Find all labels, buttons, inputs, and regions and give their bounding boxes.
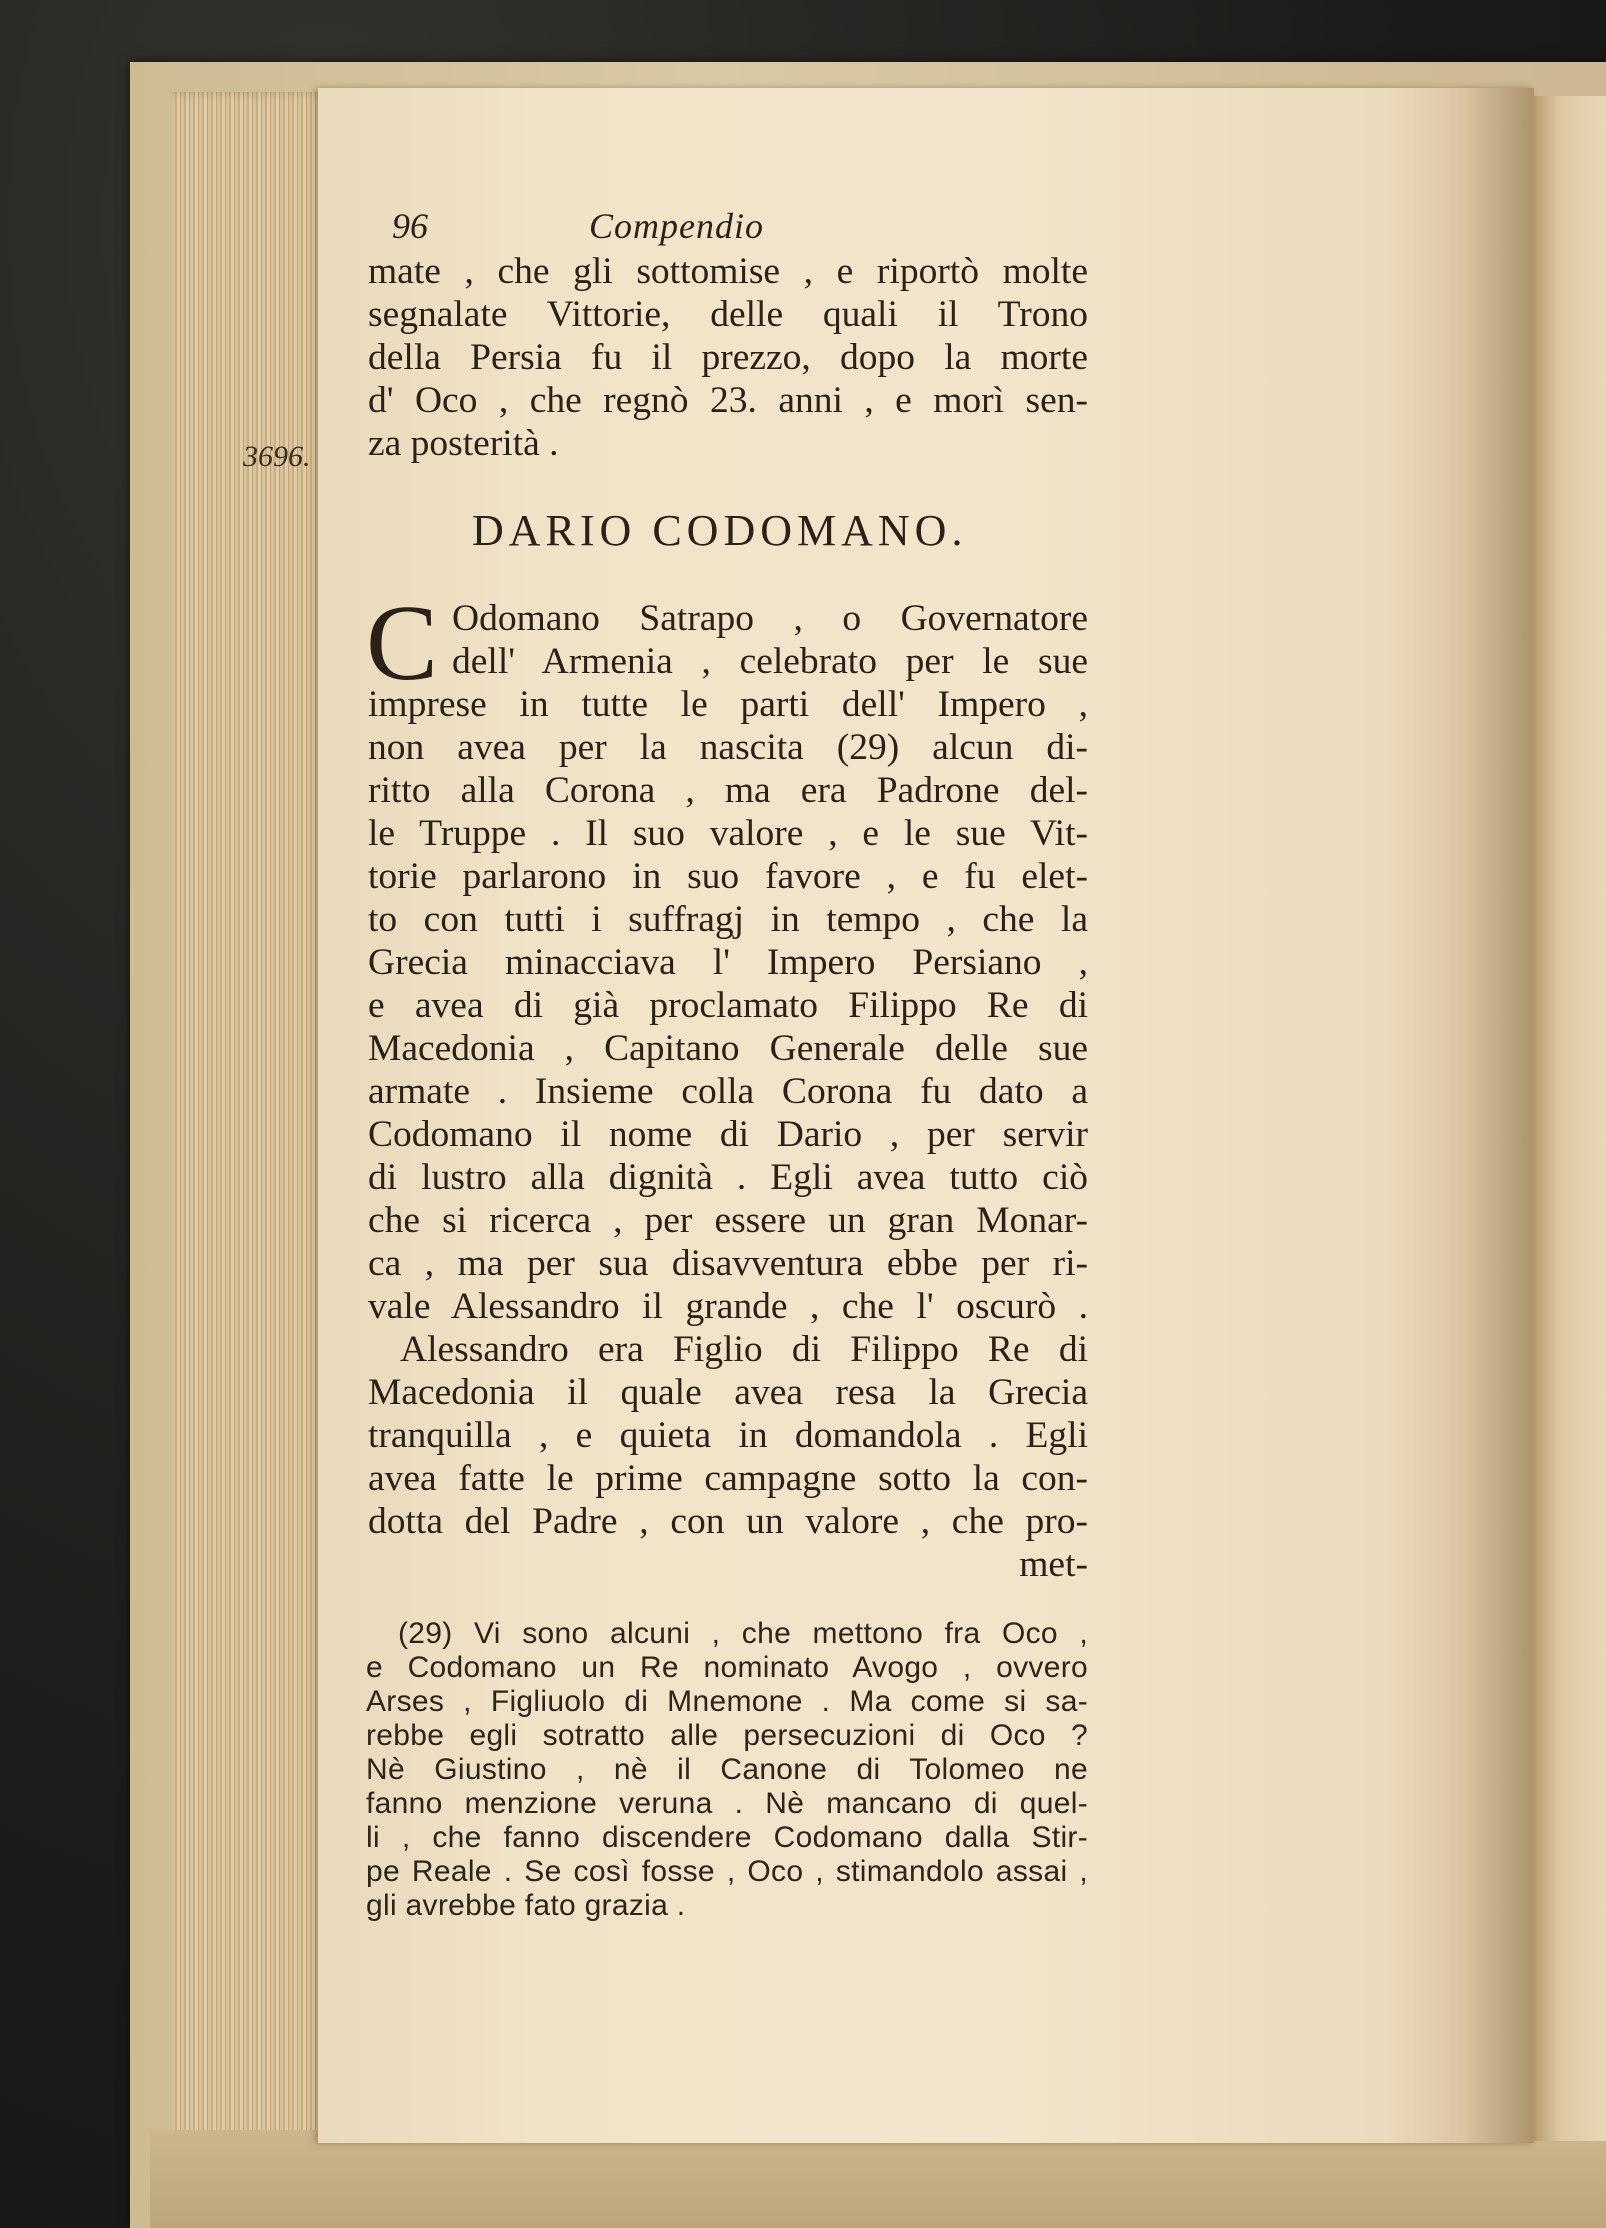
text-line: dotta del Padre , con un valore , che pro- <box>368 1501 1088 1542</box>
text-line: di lustro alla dignità . Egli avea tutto ciò <box>368 1157 1088 1198</box>
text-line: segnalate Vittorie, delle quali il Trono <box>368 294 1088 335</box>
running-head <box>392 205 1192 255</box>
text-line: vale Alessandro il grande , che l' oscurò . <box>368 1286 1088 1327</box>
text-line: mate , che gli sottomise , e riportò molte <box>368 251 1088 292</box>
text-line: Macedonia il quale avea resa la Grecia <box>368 1372 1088 1413</box>
footnote-line: e Codomano un Re nominato Avogo , ovvero <box>366 1651 1088 1684</box>
footnote-line: Nè Giustino , nè il Canone di Tolomeo ne <box>366 1753 1088 1786</box>
text-line: armate . Insieme colla Corona fu dato a <box>368 1071 1088 1112</box>
text-line: Odomano Satrapo , o Governatore <box>452 598 1088 639</box>
page-number: 96 <box>392 206 428 246</box>
drop-cap: C <box>366 584 439 703</box>
text-line: dell' Armenia , celebrato per le sue <box>452 641 1088 682</box>
text-line: Grecia minacciava l' Impero Persiano , <box>368 942 1088 983</box>
footnote-line: pe Reale . Se così fosse , Oco , stimandolo assai , <box>366 1855 1088 1888</box>
footnote-line: li , che fanno discendere Codomano dalla Stir- <box>366 1821 1088 1854</box>
catchword: met- <box>1019 1544 1088 1585</box>
footnote-line: Arses , Figliuolo di Mnemone . Ma come si sa- <box>366 1685 1088 1718</box>
text-line: to con tutti i suffragj in tempo , che la <box>368 899 1088 940</box>
footnote-line: rebbe egli sotratto alle persecuzioni di Oco ? <box>366 1719 1088 1752</box>
text-line: Alessandro era Figlio di Filippo Re di <box>400 1329 1088 1370</box>
text-line: torie parlarono in suo favore , e fu elet- <box>368 856 1088 897</box>
margin-year-note: 3696. <box>243 440 311 473</box>
footnote-line: (29) Vi sono alcuni , che mettono fra Oco , <box>398 1617 1088 1650</box>
text-line: Codomano il nome di Dario , per servir <box>368 1114 1088 1155</box>
text-line: e avea di già proclamato Filippo Re di <box>368 985 1088 1026</box>
text-line: ritto alla Corona , ma era Padrone del- <box>368 770 1088 811</box>
text-line: le Truppe . Il suo valore , e le sue Vit- <box>368 813 1088 854</box>
text-line: Macedonia , Capitano Generale delle sue <box>368 1028 1088 1069</box>
running-title: Compendio <box>589 206 764 246</box>
footnote-line: fanno menzione veruna . Nè mancano di quel- <box>366 1787 1088 1820</box>
text-line: che si ricerca , per essere un gran Monar- <box>368 1200 1088 1241</box>
text-line: avea fatte le prime campagne sotto la con- <box>368 1458 1088 1499</box>
text-line: ca , ma per sua disavventura ebbe per ri- <box>368 1243 1088 1284</box>
text-line: della Persia fu il prezzo, dopo la morte <box>368 337 1088 378</box>
footnote-line: gli avrebbe fato grazia . <box>366 1889 686 1922</box>
text-line: imprese in tutte le parti dell' Impero , <box>368 684 1088 725</box>
section-title: DARIO CODOMANO. <box>472 506 968 555</box>
text-line: non avea per la nascita (29) alcun di- <box>368 727 1088 768</box>
text-line: tranquilla , e quieta in domandola . Egli <box>368 1415 1088 1456</box>
text-line: d' Oco , che regnò 23. anni , e morì sen- <box>368 380 1088 421</box>
text-line: za posterità . <box>368 423 559 464</box>
